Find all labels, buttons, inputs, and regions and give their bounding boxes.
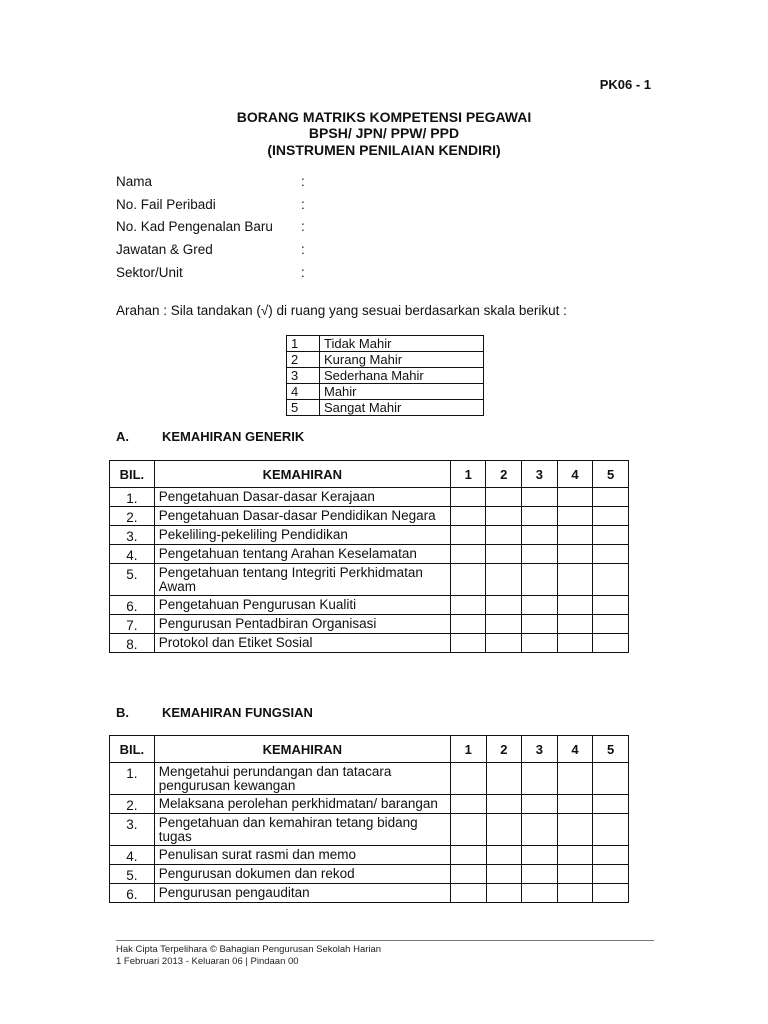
field-label-jawatan: Jawatan & Gred xyxy=(116,242,213,257)
rating-cell[interactable] xyxy=(486,488,522,507)
row-number: 7. xyxy=(110,615,155,634)
form-title-line-3: (INSTRUMEN PENILAIAN KENDIRI) xyxy=(267,142,501,158)
row-number: 8. xyxy=(110,634,155,653)
rating-cell[interactable] xyxy=(450,865,486,884)
table-row xyxy=(110,884,629,903)
rating-cell[interactable] xyxy=(593,488,629,507)
rating-cell[interactable] xyxy=(593,814,629,846)
table-row xyxy=(110,795,629,814)
field-colon: : xyxy=(301,174,305,189)
rating-cell[interactable] xyxy=(486,526,522,545)
scale-number: 1 xyxy=(287,336,320,352)
rating-cell[interactable] xyxy=(557,545,593,564)
skill-name: Pengurusan dokumen dan rekod xyxy=(154,865,450,884)
rating-cell[interactable] xyxy=(557,846,593,865)
skill-name: Pengetahuan dan kemahiran tetang bidang tugas xyxy=(154,814,450,846)
table-row xyxy=(110,545,629,564)
rating-cell[interactable] xyxy=(450,814,486,846)
row-number: 5. xyxy=(110,865,155,884)
col-header-rating-3: 3 xyxy=(522,461,558,488)
rating-cell[interactable] xyxy=(522,763,558,795)
field-colon: : xyxy=(301,197,305,212)
rating-cell[interactable] xyxy=(522,545,558,564)
rating-cell[interactable] xyxy=(450,763,486,795)
rating-cell[interactable] xyxy=(593,615,629,634)
section-title: KEMAHIRAN FUNGSIAN xyxy=(162,705,313,720)
rating-cell[interactable] xyxy=(593,596,629,615)
rating-cell[interactable] xyxy=(593,564,629,596)
field-label-sektor: Sektor/Unit xyxy=(116,265,183,280)
row-number: 6. xyxy=(110,884,155,903)
scale-label: Sangat Mahir xyxy=(320,400,484,416)
rating-cell[interactable] xyxy=(486,596,522,615)
col-header-rating-4: 4 xyxy=(557,461,593,488)
scale-number: 2 xyxy=(287,352,320,368)
table-row xyxy=(110,596,629,615)
rating-cell[interactable] xyxy=(450,564,486,596)
rating-cell[interactable] xyxy=(486,564,522,596)
row-number: 2. xyxy=(110,507,155,526)
rating-cell[interactable] xyxy=(486,795,522,814)
scale-row xyxy=(287,336,484,352)
rating-cell[interactable] xyxy=(486,507,522,526)
row-number: 5. xyxy=(110,564,155,596)
footer-revision: 1 Februari 2013 - Keluaran 06 | Pindaan 00 xyxy=(116,956,299,967)
rating-cell[interactable] xyxy=(522,615,558,634)
rating-cell[interactable] xyxy=(522,596,558,615)
rating-cell[interactable] xyxy=(593,526,629,545)
field-colon: : xyxy=(301,242,305,257)
table-row xyxy=(110,615,629,634)
rating-cell[interactable] xyxy=(557,634,593,653)
skill-name: Protokol dan Etiket Sosial xyxy=(154,634,450,653)
rating-cell[interactable] xyxy=(450,634,486,653)
col-header-rating-5: 5 xyxy=(593,736,629,763)
rating-cell[interactable] xyxy=(593,865,629,884)
col-header-rating-1: 1 xyxy=(450,461,486,488)
rating-cell[interactable] xyxy=(593,795,629,814)
scale-label: Mahir xyxy=(320,384,484,400)
scale-number: 4 xyxy=(287,384,320,400)
document-number: PK06 - 1 xyxy=(599,77,651,92)
rating-cell[interactable] xyxy=(486,763,522,795)
rating-cell[interactable] xyxy=(486,814,522,846)
skill-name: Pengetahuan tentang Integriti Perkhidmatan Awam xyxy=(154,564,450,596)
rating-cell[interactable] xyxy=(593,507,629,526)
rating-cell[interactable] xyxy=(557,507,593,526)
table-row xyxy=(110,526,629,545)
col-header-rating-1: 1 xyxy=(450,736,486,763)
scale-row xyxy=(287,400,484,416)
rating-cell[interactable] xyxy=(522,814,558,846)
rating-cell[interactable] xyxy=(522,884,558,903)
rating-cell[interactable] xyxy=(593,545,629,564)
table-row xyxy=(110,564,629,596)
table-row xyxy=(110,865,629,884)
rating-cell[interactable] xyxy=(522,488,558,507)
rating-cell[interactable] xyxy=(557,884,593,903)
col-header-kemahiran: KEMAHIRAN xyxy=(154,736,450,763)
rating-cell[interactable] xyxy=(486,846,522,865)
scale-row xyxy=(287,368,484,384)
rating-cell[interactable] xyxy=(486,884,522,903)
field-label-nama: Nama xyxy=(116,174,153,189)
skill-name: Pengurusan pengauditan xyxy=(154,884,450,903)
scale-row xyxy=(287,352,484,368)
scale-label: Tidak Mahir xyxy=(320,336,484,352)
rating-cell[interactable] xyxy=(450,488,486,507)
row-number: 3. xyxy=(110,814,155,846)
table-row xyxy=(110,814,629,846)
rating-cell[interactable] xyxy=(557,763,593,795)
col-header-rating-5: 5 xyxy=(593,461,629,488)
field-colon: : xyxy=(301,219,305,234)
section-title: KEMAHIRAN GENERIK xyxy=(162,429,305,444)
field-label-no-fail: No. Fail Peribadi xyxy=(116,197,216,212)
rating-cell[interactable] xyxy=(522,526,558,545)
table-row xyxy=(110,846,629,865)
rating-cell[interactable] xyxy=(522,634,558,653)
col-header-bil: BIL. xyxy=(110,461,155,488)
row-number: 4. xyxy=(110,846,155,865)
table-header-row xyxy=(110,736,629,763)
rating-cell[interactable] xyxy=(557,814,593,846)
rating-cell[interactable] xyxy=(450,526,486,545)
rating-cell[interactable] xyxy=(522,846,558,865)
scale-label: Kurang Mahir xyxy=(320,352,484,368)
rating-cell[interactable] xyxy=(557,564,593,596)
rating-cell[interactable] xyxy=(593,884,629,903)
rating-cell[interactable] xyxy=(486,865,522,884)
generic-skills-table xyxy=(109,460,629,653)
rating-cell[interactable] xyxy=(593,763,629,795)
rating-cell[interactable] xyxy=(557,526,593,545)
col-header-rating-4: 4 xyxy=(557,736,593,763)
instruction-text: Arahan : Sila tandakan (√) di ruang yang sesuai berdasarkan skala berikut : xyxy=(116,303,567,318)
section-a-heading xyxy=(116,429,304,444)
scale-number: 5 xyxy=(287,400,320,416)
row-number: 6. xyxy=(110,596,155,615)
row-number: 1. xyxy=(110,763,155,795)
rating-cell[interactable] xyxy=(450,884,486,903)
rating-cell[interactable] xyxy=(450,615,486,634)
rating-cell[interactable] xyxy=(557,488,593,507)
footer-divider xyxy=(116,940,654,941)
rating-cell[interactable] xyxy=(522,865,558,884)
scale-number: 3 xyxy=(287,368,320,384)
rating-cell[interactable] xyxy=(522,795,558,814)
table-row xyxy=(110,488,629,507)
field-colon: : xyxy=(301,265,305,280)
form-title-line-1: BORANG MATRIKS KOMPETENSI PEGAWAI xyxy=(236,109,532,125)
skill-name: Mengetahui perundangan dan tatacara pengurusan kewangan xyxy=(154,763,450,795)
row-number: 3. xyxy=(110,526,155,545)
row-number: 1. xyxy=(110,488,155,507)
col-header-bil: BIL. xyxy=(110,736,155,763)
table-header-row xyxy=(110,461,629,488)
table-row xyxy=(110,763,629,795)
skill-name: Melaksana perolehan perkhidmatan/ barangan xyxy=(154,795,450,814)
skill-name: Pengetahuan tentang Arahan Keselamatan xyxy=(154,545,450,564)
col-header-rating-2: 2 xyxy=(486,461,522,488)
field-label-no-kp: No. Kad Pengenalan Baru xyxy=(116,219,273,234)
rating-cell[interactable] xyxy=(557,615,593,634)
col-header-kemahiran: KEMAHIRAN xyxy=(154,461,450,488)
section-b-heading xyxy=(116,705,313,720)
rating-cell[interactable] xyxy=(557,795,593,814)
rating-cell[interactable] xyxy=(450,596,486,615)
rating-cell[interactable] xyxy=(557,596,593,615)
scale-label: Sederhana Mahir xyxy=(320,368,484,384)
skill-name: Pengetahuan Dasar-dasar Pendidikan Negara xyxy=(154,507,450,526)
functional-skills-table xyxy=(109,735,629,903)
table-row xyxy=(110,507,629,526)
rating-cell[interactable] xyxy=(450,545,486,564)
rating-cell[interactable] xyxy=(450,507,486,526)
section-letter: B. xyxy=(116,705,129,720)
rating-cell[interactable] xyxy=(557,865,593,884)
skill-name: Pengurusan Pentadbiran Organisasi xyxy=(154,615,450,634)
rating-cell[interactable] xyxy=(522,507,558,526)
rating-cell[interactable] xyxy=(450,795,486,814)
rating-cell[interactable] xyxy=(486,634,522,653)
rating-cell[interactable] xyxy=(593,846,629,865)
section-letter: A. xyxy=(116,429,129,444)
rating-cell[interactable] xyxy=(522,564,558,596)
scale-row xyxy=(287,384,484,400)
row-number: 4. xyxy=(110,545,155,564)
rating-cell[interactable] xyxy=(593,634,629,653)
skill-name: Pengetahuan Dasar-dasar Kerajaan xyxy=(154,488,450,507)
rating-cell[interactable] xyxy=(486,615,522,634)
skill-name: Pekeliling-pekeliling Pendidikan xyxy=(154,526,450,545)
table-row xyxy=(110,634,629,653)
rating-cell[interactable] xyxy=(450,846,486,865)
row-number: 2. xyxy=(110,795,155,814)
rating-cell[interactable] xyxy=(486,545,522,564)
skill-name: Pengetahuan Pengurusan Kualiti xyxy=(154,596,450,615)
form-title-line-2: BPSH/ JPN/ PPW/ PPD xyxy=(308,125,460,141)
skill-name: Penulisan surat rasmi dan memo xyxy=(154,846,450,865)
footer-copyright: Hak Cipta Terpelihara © Bahagian Pengurusan Sekolah Harian xyxy=(116,944,382,955)
col-header-rating-3: 3 xyxy=(522,736,558,763)
col-header-rating-2: 2 xyxy=(486,736,522,763)
rating-scale-table xyxy=(286,335,484,416)
